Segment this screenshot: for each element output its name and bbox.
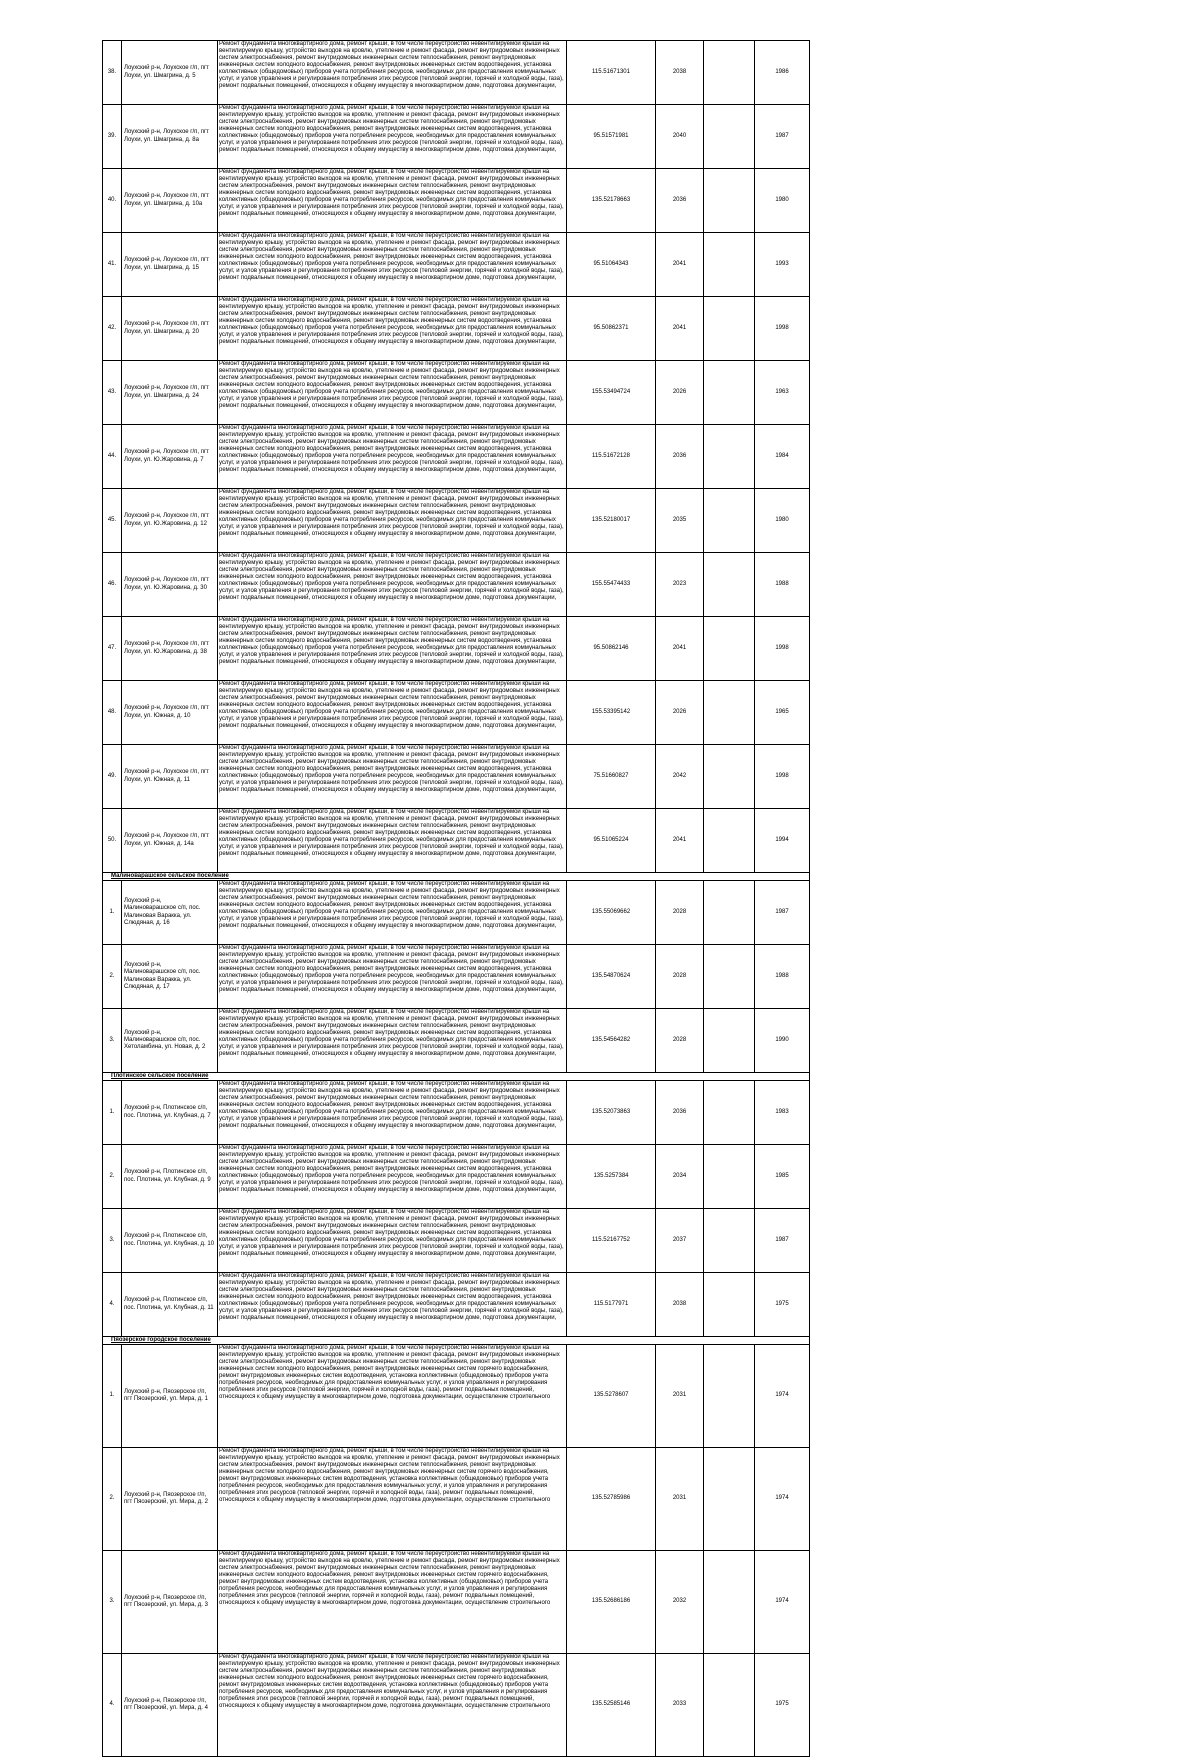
table-row bbox=[103, 1209, 810, 1273]
table-row bbox=[103, 1345, 810, 1448]
row-number-cell: 40. bbox=[103, 169, 122, 233]
works-description-cell: Ремонт фундамента многоквартирного дома, ремонт крыши, в том числе переустройство невентилируемой крыши на вентилируемую крышу, устройство выходов на кровлю, утепление и ремонт фасада, ремонт внутридомовых инженерных систем электроснабжения, ремонт внутридомовых инженерных систем теплоснабжения, ремонт внутридомовых инженерных систем холодного водоснабжения, ремонт внутридомовых инженерных систем водоотведения, установка коллективных (общедомовых) приборов учета потребления ресурсов, необходимых для предоставления коммунальных услуг, и узлов управления и регулирования потребления этих ресурсов (тепловой энергии, горячей и холодной воды, газа), ремонт подвальных помещений, относящихся к общему имуществу в многоквартирном доме, подготовка документации, bbox=[218, 41, 567, 105]
row-number-cell: 3. bbox=[103, 1009, 122, 1073]
cost-cell: 135.55069662 bbox=[567, 881, 656, 945]
build-year-cell: 1974 bbox=[755, 1345, 810, 1448]
table-row bbox=[103, 361, 810, 425]
row-number-cell: 1. bbox=[103, 1345, 122, 1448]
build-year-cell: 1994 bbox=[755, 809, 810, 873]
planned-year-cell: 2038 bbox=[656, 41, 704, 105]
planned-year-cell: 2038 bbox=[656, 1273, 704, 1337]
table-row bbox=[103, 425, 810, 489]
build-year-cell: 1998 bbox=[755, 617, 810, 681]
row-number-cell: 42. bbox=[103, 297, 122, 361]
empty-cell bbox=[704, 945, 755, 1009]
works-description-cell: Ремонт фундамента многоквартирного дома, ремонт крыши, в том числе переустройство невентилируемой крыши на вентилируемую крышу, устройство выходов на кровлю, утепление и ремонт фасада, ремонт внутридомовых инженерных систем электроснабжения, ремонт внутридомовых инженерных систем теплоснабжения, ремонт внутридомовых инженерных систем холодного водоснабжения, ремонт внутридомовых инженерных систем водоотведения, установка коллективных (общедомовых) приборов учета потребления ресурсов, необходимых для предоставления коммунальных услуг, и узлов управления и регулирования потребления этих ресурсов (тепловой энергии, горячей и холодной воды, газа), ремонт подвальных помещений, относящихся к общему имуществу в многоквартирном доме, подготовка документации, bbox=[218, 881, 567, 945]
build-year-cell: 1987 bbox=[755, 105, 810, 169]
planned-year-cell: 2041 bbox=[656, 617, 704, 681]
build-year-cell: 1975 bbox=[755, 1273, 810, 1337]
table-row bbox=[103, 1551, 810, 1654]
cost-cell: 135.52686186 bbox=[567, 1551, 656, 1654]
section-title: Малиноварашское сельское поселение bbox=[103, 873, 810, 881]
table-row bbox=[103, 1009, 810, 1073]
build-year-cell: 1975 bbox=[755, 1654, 810, 1757]
empty-cell bbox=[704, 1081, 755, 1145]
build-year-cell: 1980 bbox=[755, 489, 810, 553]
build-year-cell: 1980 bbox=[755, 169, 810, 233]
works-description-cell: Ремонт фундамента многоквартирного дома, ремонт крыши, в том числе переустройство невентилируемой крыши на вентилируемую крышу, устройство выходов на кровлю, утепление и ремонт фасада, ремонт внутридомовых инженерных систем электроснабжения, ремонт внутридомовых инженерных систем теплоснабжения, ремонт внутридомовых инженерных систем холодного водоснабжения, ремонт внутридомовых инженерных систем водоотведения, установка коллективных (общедомовых) приборов учета потребления ресурсов, необходимых для предоставления коммунальных услуг, и узлов управления и регулирования потребления этих ресурсов (тепловой энергии, горячей и холодной воды, газа), ремонт подвальных помещений, относящихся к общему имуществу в многоквартирном доме, подготовка документации, bbox=[218, 681, 567, 745]
table-row bbox=[103, 169, 810, 233]
section-header-row bbox=[103, 1073, 810, 1081]
planned-year-cell: 2023 bbox=[656, 553, 704, 617]
row-number-cell: 3. bbox=[103, 1551, 122, 1654]
works-description-cell: Ремонт фундамента многоквартирного дома, ремонт крыши, в том числе переустройство невентилируемой крыши на вентилируемую крышу, устройство выходов на кровлю, утепление и ремонт фасада, ремонт внутридомовых инженерных систем электроснабжения, ремонт внутридомовых инженерных систем теплоснабжения, ремонт внутридомовых инженерных систем холодного водоснабжения, ремонт внутридомовых инженерных систем водоотведения, установка коллективных (общедомовых) приборов учета потребления ресурсов, необходимых для предоставления коммунальных услуг, и узлов управления и регулирования потребления этих ресурсов (тепловой энергии, горячей и холодной воды, газа), ремонт подвальных помещений, относящихся к общему имуществу в многоквартирном доме, подготовка документации, bbox=[218, 745, 567, 809]
address-cell: Лоухский р-н, Лоухское г/п, пгт Лоухи, ул. Ю.Жаровина, д. 38 bbox=[122, 617, 218, 681]
cost-cell: 95.51064343 bbox=[567, 233, 656, 297]
row-number-cell: 44. bbox=[103, 425, 122, 489]
table-row bbox=[103, 489, 810, 553]
address-cell: Лоухский р-н, Лоухское г/п, пгт Лоухи, ул. Шмагрина, д. 24 bbox=[122, 361, 218, 425]
address-cell: Лоухский р-н, Лоухское г/п, пгт Лоухи, ул. Ю.Жаровина, д. 30 bbox=[122, 553, 218, 617]
address-cell: Лоухский р-н, Лоухское г/п, пгт Лоухи, ул. Шмагрина, д. 15 bbox=[122, 233, 218, 297]
cost-cell: 95.51571981 bbox=[567, 105, 656, 169]
row-number-cell: 47. bbox=[103, 617, 122, 681]
empty-cell bbox=[704, 881, 755, 945]
table-body bbox=[103, 41, 810, 1757]
build-year-cell: 1988 bbox=[755, 945, 810, 1009]
row-number-cell: 45. bbox=[103, 489, 122, 553]
planned-year-cell: 2028 bbox=[656, 945, 704, 1009]
works-description-cell: Ремонт фундамента многоквартирного дома, ремонт крыши, в том числе переустройство невентилируемой крыши на вентилируемую крышу, устройство выходов на кровлю, утепление и ремонт фасада, ремонт внутридомовых инженерных систем электроснабжения, ремонт внутридомовых инженерных систем теплоснабжения, ремонт внутридомовых инженерных систем холодного водоснабжения, ремонт внутридомовых инженерных систем водоотведения, установка коллективных (общедомовых) приборов учета потребления ресурсов, необходимых для предоставления коммунальных услуг, и узлов управления и регулирования потребления этих ресурсов (тепловой энергии, горячей и холодной воды, газа), ремонт подвальных помещений, относящихся к общему имуществу в многоквартирном доме, подготовка документации, bbox=[218, 425, 567, 489]
build-year-cell: 1985 bbox=[755, 1145, 810, 1209]
cost-cell: 75.51660827 bbox=[567, 745, 656, 809]
empty-cell bbox=[704, 425, 755, 489]
works-description-cell: Ремонт фундамента многоквартирного дома, ремонт крыши, в том числе переустройство невентилируемой крыши на вентилируемую крышу, устройство выходов на кровлю, утепление и ремонт фасада, ремонт внутридомовых инженерных систем электроснабжения, ремонт внутридомовых инженерных систем теплоснабжения, ремонт внутридомовых инженерных систем холодного водоснабжения, ремонт внутридомовых инженерных систем водоотведения, установка коллективных (общедомовых) приборов учета потребления ресурсов, необходимых для предоставления коммунальных услуг, и узлов управления и регулирования потребления этих ресурсов (тепловой энергии, горячей и холодной воды, газа), ремонт подвальных помещений, относящихся к общему имуществу в многоквартирном доме, подготовка документации, bbox=[218, 1009, 567, 1073]
address-cell: Лоухский р-н, Малиноварашское с/п, пос. Хетоламбина, ул. Новая, д. 2 bbox=[122, 1009, 218, 1073]
empty-cell bbox=[704, 809, 755, 873]
works-description-cell: Ремонт фундамента многоквартирного дома, ремонт крыши, в том числе переустройство невентилируемой крыши на вентилируемую крышу, устройство выходов на кровлю, утепление и ремонт фасада, ремонт внутридомовых инженерных систем электроснабжения, ремонт внутридомовых инженерных систем теплоснабжения, ремонт внутридомовых инженерных систем холодного водоснабжения, ремонт внутридомовых инженерных систем водоотведения, установка коллективных (общедомовых) приборов учета потребления ресурсов, необходимых для предоставления коммунальных услуг, и узлов управления и регулирования потребления этих ресурсов (тепловой энергии, горячей и холодной воды, газа), ремонт подвальных помещений, относящихся к общему имуществу в многоквартирном доме, подготовка документации, bbox=[218, 361, 567, 425]
row-number-cell: 41. bbox=[103, 233, 122, 297]
cost-cell: 95.50862371 bbox=[567, 297, 656, 361]
planned-year-cell: 2026 bbox=[656, 361, 704, 425]
empty-cell bbox=[704, 1009, 755, 1073]
planned-year-cell: 2028 bbox=[656, 881, 704, 945]
table-row bbox=[103, 41, 810, 105]
row-number-cell: 46. bbox=[103, 553, 122, 617]
cost-cell: 115.52167752 bbox=[567, 1209, 656, 1273]
section-title: Плотинское сельское поселение bbox=[103, 1073, 810, 1081]
cost-cell: 135.52785986 bbox=[567, 1448, 656, 1551]
row-number-cell: 3. bbox=[103, 1209, 122, 1273]
build-year-cell: 1986 bbox=[755, 41, 810, 105]
planned-year-cell: 2040 bbox=[656, 105, 704, 169]
empty-cell bbox=[704, 1345, 755, 1448]
planned-year-cell: 2032 bbox=[656, 1551, 704, 1654]
works-description-cell: Ремонт фундамента многоквартирного дома, ремонт крыши, в том числе переустройство невентилируемой крыши на вентилируемую крышу, устройство выходов на кровлю, утепление и ремонт фасада, ремонт внутридомовых инженерных систем электроснабжения, ремонт внутридомовых инженерных систем теплоснабжения, ремонт внутридомовых инженерных систем холодного водоснабжения, ремонт внутридомовых инженерных систем водоотведения, установка коллективных (общедомовых) приборов учета потребления ресурсов, необходимых для предоставления коммунальных услуг, и узлов управления и регулирования потребления этих ресурсов (тепловой энергии, горячей и холодной воды, газа), ремонт подвальных помещений, относящихся к общему имуществу в многоквартирном доме, подготовка документации, bbox=[218, 1273, 567, 1337]
works-description-cell: Ремонт фундамента многоквартирного дома, ремонт крыши, в том числе переустройство невентилируемой крыши на вентилируемую крышу, устройство выходов на кровлю, утепление и ремонт фасада, ремонт внутридомовых инженерных систем электроснабжения, ремонт внутридомовых инженерных систем теплоснабжения, ремонт внутридомовых инженерных систем холодного водоснабжения, ремонт внутридомовых инженерных систем водоотведения, установка коллективных (общедомовых) приборов учета потребления ресурсов, необходимых для предоставления коммунальных услуг, и узлов управления и регулирования потребления этих ресурсов (тепловой энергии, горячей и холодной воды, газа), ремонт подвальных помещений, относящихся к общему имуществу в многоквартирном доме, подготовка документации, bbox=[218, 553, 567, 617]
row-number-cell: 39. bbox=[103, 105, 122, 169]
works-description-cell: Ремонт фундамента многоквартирного дома, ремонт крыши, в том числе переустройство невентилируемой крыши на вентилируемую крышу, устройство выходов на кровлю, утепление и ремонт фасада, ремонт внутридомовых инженерных систем электроснабжения, ремонт внутридомовых инженерных систем теплоснабжения, ремонт внутридомовых инженерных систем холодного водоснабжения, ремонт внутридомовых инженерных систем горячего водоснабжения, ремонт внутридомовых инженерных систем водоотведения, установка коллективных (общедомовых) приборов учета потребления ресурсов, необходимых для предоставления коммунальных услуг, и узлов управления и регулирования потребления этих ресурсов (тепловой энергии, горячей и холодной воды, газа), ремонт подвальных помещений, относящихся к общему имуществу в многоквартирном доме, подготовка документации, осуществление строительного bbox=[218, 1345, 567, 1448]
empty-cell bbox=[704, 553, 755, 617]
row-number-cell: 4. bbox=[103, 1654, 122, 1757]
empty-cell bbox=[704, 617, 755, 681]
works-description-cell: Ремонт фундамента многоквартирного дома, ремонт крыши, в том числе переустройство невентилируемой крыши на вентилируемую крышу, устройство выходов на кровлю, утепление и ремонт фасада, ремонт внутридомовых инженерных систем электроснабжения, ремонт внутридомовых инженерных систем теплоснабжения, ремонт внутридомовых инженерных систем холодного водоснабжения, ремонт внутридомовых инженерных систем водоотведения, установка коллективных (общедомовых) приборов учета потребления ресурсов, необходимых для предоставления коммунальных услуг, и узлов управления и регулирования потребления этих ресурсов (тепловой энергии, горячей и холодной воды, газа), ремонт подвальных помещений, относящихся к общему имуществу в многоквартирном доме, подготовка документации, bbox=[218, 169, 567, 233]
address-cell: Лоухский р-н, Пяозерское г/п, пгт Пяозерский, ул. Мира, д. 2 bbox=[122, 1448, 218, 1551]
planned-year-cell: 2033 bbox=[656, 1654, 704, 1757]
empty-cell bbox=[704, 745, 755, 809]
planned-year-cell: 2035 bbox=[656, 489, 704, 553]
cost-cell: 115.5177971 bbox=[567, 1273, 656, 1337]
empty-cell bbox=[704, 169, 755, 233]
address-cell: Лоухский р-н, Малиноварашское с/п, пос. Малиновая Варакка, ул. Слюдяная, д. 17 bbox=[122, 945, 218, 1009]
address-cell: Лоухский р-н, Лоухское г/п, пгт Лоухи, ул. Ю.Жаровина, д. 7 bbox=[122, 425, 218, 489]
cost-cell: 135.52585146 bbox=[567, 1654, 656, 1757]
address-cell: Лоухский р-н, Лоухское г/п, пгт Лоухи, ул. Южная, д. 14а bbox=[122, 809, 218, 873]
empty-cell bbox=[704, 681, 755, 745]
row-number-cell: 50. bbox=[103, 809, 122, 873]
empty-cell bbox=[704, 297, 755, 361]
row-number-cell: 2. bbox=[103, 1145, 122, 1209]
build-year-cell: 1998 bbox=[755, 745, 810, 809]
works-description-cell: Ремонт фундамента многоквартирного дома, ремонт крыши, в том числе переустройство невентилируемой крыши на вентилируемую крышу, устройство выходов на кровлю, утепление и ремонт фасада, ремонт внутридомовых инженерных систем электроснабжения, ремонт внутридомовых инженерных систем теплоснабжения, ремонт внутридомовых инженерных систем холодного водоснабжения, ремонт внутридомовых инженерных систем водоотведения, установка коллективных (общедомовых) приборов учета потребления ресурсов, необходимых для предоставления коммунальных услуг, и узлов управления и регулирования потребления этих ресурсов (тепловой энергии, горячей и холодной воды, газа), ремонт подвальных помещений, относящихся к общему имуществу в многоквартирном доме, подготовка документации, bbox=[218, 105, 567, 169]
cost-cell: 135.5257384 bbox=[567, 1145, 656, 1209]
cost-cell: 115.51671301 bbox=[567, 41, 656, 105]
table-row bbox=[103, 945, 810, 1009]
build-year-cell: 1998 bbox=[755, 297, 810, 361]
row-number-cell: 48. bbox=[103, 681, 122, 745]
works-description-cell: Ремонт фундамента многоквартирного дома, ремонт крыши, в том числе переустройство невентилируемой крыши на вентилируемую крышу, устройство выходов на кровлю, утепление и ремонт фасада, ремонт внутридомовых инженерных систем электроснабжения, ремонт внутридомовых инженерных систем теплоснабжения, ремонт внутридомовых инженерных систем холодного водоснабжения, ремонт внутридомовых инженерных систем водоотведения, установка коллективных (общедомовых) приборов учета потребления ресурсов, необходимых для предоставления коммунальных услуг, и узлов управления и регулирования потребления этих ресурсов (тепловой энергии, горячей и холодной воды, газа), ремонт подвальных помещений, относящихся к общему имуществу в многоквартирном доме, подготовка документации, bbox=[218, 1145, 567, 1209]
empty-cell bbox=[704, 361, 755, 425]
works-description-cell: Ремонт фундамента многоквартирного дома, ремонт крыши, в том числе переустройство невентилируемой крыши на вентилируемую крышу, устройство выходов на кровлю, утепление и ремонт фасада, ремонт внутридомовых инженерных систем электроснабжения, ремонт внутридомовых инженерных систем теплоснабжения, ремонт внутридомовых инженерных систем холодного водоснабжения, ремонт внутридомовых инженерных систем водоотведения, установка коллективных (общедомовых) приборов учета потребления ресурсов, необходимых для предоставления коммунальных услуг, и узлов управления и регулирования потребления этих ресурсов (тепловой энергии, горячей и холодной воды, газа), ремонт подвальных помещений, относящихся к общему имуществу в многоквартирном доме, подготовка документации, bbox=[218, 233, 567, 297]
address-cell: Лоухский р-н, Лоухское г/п, пгт Лоухи, ул. Шмагрина, д. 20 bbox=[122, 297, 218, 361]
cost-cell: 135.52180017 bbox=[567, 489, 656, 553]
planned-year-cell: 2034 bbox=[656, 1145, 704, 1209]
planned-year-cell: 2031 bbox=[656, 1345, 704, 1448]
row-number-cell: 2. bbox=[103, 1448, 122, 1551]
table-row bbox=[103, 617, 810, 681]
works-description-cell: Ремонт фундамента многоквартирного дома, ремонт крыши, в том числе переустройство невентилируемой крыши на вентилируемую крышу, устройство выходов на кровлю, утепление и ремонт фасада, ремонт внутридомовых инженерных систем электроснабжения, ремонт внутридомовых инженерных систем теплоснабжения, ремонт внутридомовых инженерных систем холодного водоснабжения, ремонт внутридомовых инженерных систем водоотведения, установка коллективных (общедомовых) приборов учета потребления ресурсов, необходимых для предоставления коммунальных услуг, и узлов управления и регулирования потребления этих ресурсов (тепловой энергии, горячей и холодной воды, газа), ремонт подвальных помещений, относящихся к общему имуществу в многоквартирном доме, подготовка документации, bbox=[218, 617, 567, 681]
empty-cell bbox=[704, 41, 755, 105]
address-cell: Лоухский р-н, Лоухское г/п, пгт Лоухи, ул. Шмагрина, д. 5 bbox=[122, 41, 218, 105]
address-cell: Лоухский р-н, Пяозерское г/п, пгт Пяозерский, ул. Мира, д. 4 bbox=[122, 1654, 218, 1757]
build-year-cell: 1987 bbox=[755, 881, 810, 945]
cost-cell: 135.52073863 bbox=[567, 1081, 656, 1145]
cost-cell: 155.53395142 bbox=[567, 681, 656, 745]
table-row bbox=[103, 745, 810, 809]
planned-year-cell: 2041 bbox=[656, 297, 704, 361]
cost-cell: 115.51672128 bbox=[567, 425, 656, 489]
empty-cell bbox=[704, 233, 755, 297]
row-number-cell: 1. bbox=[103, 1081, 122, 1145]
address-cell: Лоухский р-н, Лоухское г/п, пгт Лоухи, ул. Ю.Жаровина, д. 12 bbox=[122, 489, 218, 553]
works-description-cell: Ремонт фундамента многоквартирного дома, ремонт крыши, в том числе переустройство невентилируемой крыши на вентилируемую крышу, устройство выходов на кровлю, утепление и ремонт фасада, ремонт внутридомовых инженерных систем электроснабжения, ремонт внутридомовых инженерных систем теплоснабжения, ремонт внутридомовых инженерных систем холодного водоснабжения, ремонт внутридомовых инженерных систем водоотведения, установка коллективных (общедомовых) приборов учета потребления ресурсов, необходимых для предоставления коммунальных услуг, и узлов управления и регулирования потребления этих ресурсов (тепловой энергии, горячей и холодной воды, газа), ремонт подвальных помещений, относящихся к общему имуществу в многоквартирном доме, подготовка документации, bbox=[218, 945, 567, 1009]
address-cell: Лоухский р-н, Пяозерское г/п, пгт Пяозерский, ул. Мира, д. 3 bbox=[122, 1551, 218, 1654]
table-row bbox=[103, 1145, 810, 1209]
empty-cell bbox=[704, 1654, 755, 1757]
address-cell: Лоухский р-н, Плотинское с/п, пос. Плотина, ул. Клубная, д. 10 bbox=[122, 1209, 218, 1273]
table-row bbox=[103, 1273, 810, 1337]
address-cell: Лоухский р-н, Лоухское г/п, пгт Лоухи, ул. Шмагрина, д. 10а bbox=[122, 169, 218, 233]
empty-cell bbox=[704, 105, 755, 169]
cost-cell: 135.54870624 bbox=[567, 945, 656, 1009]
row-number-cell: 4. bbox=[103, 1273, 122, 1337]
works-description-cell: Ремонт фундамента многоквартирного дома, ремонт крыши, в том числе переустройство невентилируемой крыши на вентилируемую крышу, устройство выходов на кровлю, утепление и ремонт фасада, ремонт внутридомовых инженерных систем электроснабжения, ремонт внутридомовых инженерных систем теплоснабжения, ремонт внутридомовых инженерных систем холодного водоснабжения, ремонт внутридомовых инженерных систем горячего водоснабжения, ремонт внутридомовых инженерных систем водоотведения, установка коллективных (общедомовых) приборов учета потребления ресурсов, необходимых для предоставления коммунальных услуг, и узлов управления и регулирования потребления этих ресурсов (тепловой энергии, горячей и холодной воды, газа), ремонт подвальных помещений, относящихся к общему имуществу в многоквартирном доме, подготовка документации, осуществление строительного bbox=[218, 1654, 567, 1757]
build-year-cell: 1988 bbox=[755, 553, 810, 617]
document-page bbox=[102, 40, 809, 1757]
address-cell: Лоухский р-н, Лоухское г/п, пгт Лоухи, ул. Шмагрина, д. 8а bbox=[122, 105, 218, 169]
cost-cell: 155.55474433 bbox=[567, 553, 656, 617]
address-cell: Лоухский р-н, Малиноварашское с/п, пос. Малиновая Варакка, ул. Слюдяная, д. 16 bbox=[122, 881, 218, 945]
cost-cell: 135.5278607 bbox=[567, 1345, 656, 1448]
planned-year-cell: 2036 bbox=[656, 1081, 704, 1145]
planned-year-cell: 2026 bbox=[656, 681, 704, 745]
address-cell: Лоухский р-н, Лоухское г/п, пгт Лоухи, ул. Южная, д. 10 bbox=[122, 681, 218, 745]
empty-cell bbox=[704, 1209, 755, 1273]
works-description-cell: Ремонт фундамента многоквартирного дома, ремонт крыши, в том числе переустройство невентилируемой крыши на вентилируемую крышу, устройство выходов на кровлю, утепление и ремонт фасада, ремонт внутридомовых инженерных систем электроснабжения, ремонт внутридомовых инженерных систем теплоснабжения, ремонт внутридомовых инженерных систем холодного водоснабжения, ремонт внутридомовых инженерных систем водоотведения, установка коллективных (общедомовых) приборов учета потребления ресурсов, необходимых для предоставления коммунальных услуг, и узлов управления и регулирования потребления этих ресурсов (тепловой энергии, горячей и холодной воды, газа), ремонт подвальных помещений, относящихся к общему имуществу в многоквартирном доме, подготовка документации, bbox=[218, 297, 567, 361]
section-header-row bbox=[103, 1337, 810, 1345]
table-row bbox=[103, 553, 810, 617]
cost-cell: 135.52178663 bbox=[567, 169, 656, 233]
planned-year-cell: 2028 bbox=[656, 1009, 704, 1073]
row-number-cell: 38. bbox=[103, 41, 122, 105]
row-number-cell: 43. bbox=[103, 361, 122, 425]
works-description-cell: Ремонт фундамента многоквартирного дома, ремонт крыши, в том числе переустройство невентилируемой крыши на вентилируемую крышу, устройство выходов на кровлю, утепление и ремонт фасада, ремонт внутридомовых инженерных систем электроснабжения, ремонт внутридомовых инженерных систем теплоснабжения, ремонт внутридомовых инженерных систем холодного водоснабжения, ремонт внутридомовых инженерных систем горячего водоснабжения, ремонт внутридомовых инженерных систем водоотведения, установка коллективных (общедомовых) приборов учета потребления ресурсов, необходимых для предоставления коммунальных услуг, и узлов управления и регулирования потребления этих ресурсов (тепловой энергии, горячей и холодной воды, газа), ремонт подвальных помещений, относящихся к общему имуществу в многоквартирном доме, подготовка документации, осуществление строительного bbox=[218, 1551, 567, 1654]
table-row bbox=[103, 1654, 810, 1757]
cost-cell: 155.53494724 bbox=[567, 361, 656, 425]
row-number-cell: 1. bbox=[103, 881, 122, 945]
cost-cell: 135.54564282 bbox=[567, 1009, 656, 1073]
section-title: Пяозерское городское поселение bbox=[103, 1337, 810, 1345]
build-year-cell: 1963 bbox=[755, 361, 810, 425]
build-year-cell: 1990 bbox=[755, 1009, 810, 1073]
address-cell: Лоухский р-н, Пяозерское г/п, пгт Пяозерский, ул. Мира, д. 1 bbox=[122, 1345, 218, 1448]
table-row bbox=[103, 1081, 810, 1145]
cost-cell: 95.51065224 bbox=[567, 809, 656, 873]
build-year-cell: 1983 bbox=[755, 1081, 810, 1145]
address-cell: Лоухский р-н, Плотинское с/п, пос. Плотина, ул. Клубная, д. 11 bbox=[122, 1273, 218, 1337]
cost-cell: 95.50862146 bbox=[567, 617, 656, 681]
empty-cell bbox=[704, 1551, 755, 1654]
build-year-cell: 1974 bbox=[755, 1448, 810, 1551]
planned-year-cell: 2041 bbox=[656, 233, 704, 297]
works-description-cell: Ремонт фундамента многоквартирного дома, ремонт крыши, в том числе переустройство невентилируемой крыши на вентилируемую крышу, устройство выходов на кровлю, утепление и ремонт фасада, ремонт внутридомовых инженерных систем электроснабжения, ремонт внутридомовых инженерных систем теплоснабжения, ремонт внутридомовых инженерных систем холодного водоснабжения, ремонт внутридомовых инженерных систем водоотведения, установка коллективных (общедомовых) приборов учета потребления ресурсов, необходимых для предоставления коммунальных услуг, и узлов управления и регулирования потребления этих ресурсов (тепловой энергии, горячей и холодной воды, газа), ремонт подвальных помещений, относящихся к общему имуществу в многоквартирном доме, подготовка документации, bbox=[218, 809, 567, 873]
repair-program-table bbox=[102, 40, 810, 1757]
empty-cell bbox=[704, 1145, 755, 1209]
planned-year-cell: 2031 bbox=[656, 1448, 704, 1551]
address-cell: Лоухский р-н, Лоухское г/п, пгт Лоухи, ул. Южная, д. 11 bbox=[122, 745, 218, 809]
table-row bbox=[103, 297, 810, 361]
row-number-cell: 49. bbox=[103, 745, 122, 809]
build-year-cell: 1984 bbox=[755, 425, 810, 489]
section-header-row bbox=[103, 873, 810, 881]
build-year-cell: 1993 bbox=[755, 233, 810, 297]
planned-year-cell: 2036 bbox=[656, 169, 704, 233]
works-description-cell: Ремонт фундамента многоквартирного дома, ремонт крыши, в том числе переустройство невентилируемой крыши на вентилируемую крышу, устройство выходов на кровлю, утепление и ремонт фасада, ремонт внутридомовых инженерных систем электроснабжения, ремонт внутридомовых инженерных систем теплоснабжения, ремонт внутридомовых инженерных систем холодного водоснабжения, ремонт внутридомовых инженерных систем водоотведения, установка коллективных (общедомовых) приборов учета потребления ресурсов, необходимых для предоставления коммунальных услуг, и узлов управления и регулирования потребления этих ресурсов (тепловой энергии, горячей и холодной воды, газа), ремонт подвальных помещений, относящихся к общему имуществу в многоквартирном доме, подготовка документации, bbox=[218, 1081, 567, 1145]
empty-cell bbox=[704, 489, 755, 553]
planned-year-cell: 2036 bbox=[656, 425, 704, 489]
works-description-cell: Ремонт фундамента многоквартирного дома, ремонт крыши, в том числе переустройство невентилируемой крыши на вентилируемую крышу, устройство выходов на кровлю, утепление и ремонт фасада, ремонт внутридомовых инженерных систем электроснабжения, ремонт внутридомовых инженерных систем теплоснабжения, ремонт внутридомовых инженерных систем холодного водоснабжения, ремонт внутридомовых инженерных систем горячего водоснабжения, ремонт внутридомовых инженерных систем водоотведения, установка коллективных (общедомовых) приборов учета потребления ресурсов, необходимых для предоставления коммунальных услуг, и узлов управления и регулирования потребления этих ресурсов (тепловой энергии, горячей и холодной воды, газа), ремонт подвальных помещений, относящихся к общему имуществу в многоквартирном доме, подготовка документации, осуществление строительного bbox=[218, 1448, 567, 1551]
planned-year-cell: 2042 bbox=[656, 745, 704, 809]
works-description-cell: Ремонт фундамента многоквартирного дома, ремонт крыши, в том числе переустройство невентилируемой крыши на вентилируемую крышу, устройство выходов на кровлю, утепление и ремонт фасада, ремонт внутридомовых инженерных систем электроснабжения, ремонт внутридомовых инженерных систем теплоснабжения, ремонт внутридомовых инженерных систем холодного водоснабжения, ремонт внутридомовых инженерных систем водоотведения, установка коллективных (общедомовых) приборов учета потребления ресурсов, необходимых для предоставления коммунальных услуг, и узлов управления и регулирования потребления этих ресурсов (тепловой энергии, горячей и холодной воды, газа), ремонт подвальных помещений, относящихся к общему имуществу в многоквартирном доме, подготовка документации, bbox=[218, 1209, 567, 1273]
table-row bbox=[103, 809, 810, 873]
works-description-cell: Ремонт фундамента многоквартирного дома, ремонт крыши, в том числе переустройство невентилируемой крыши на вентилируемую крышу, устройство выходов на кровлю, утепление и ремонт фасада, ремонт внутридомовых инженерных систем электроснабжения, ремонт внутридомовых инженерных систем теплоснабжения, ремонт внутридомовых инженерных систем холодного водоснабжения, ремонт внутридомовых инженерных систем водоотведения, установка коллективных (общедомовых) приборов учета потребления ресурсов, необходимых для предоставления коммунальных услуг, и узлов управления и регулирования потребления этих ресурсов (тепловой энергии, горячей и холодной воды, газа), ремонт подвальных помещений, относящихся к общему имуществу в многоквартирном доме, подготовка документации, bbox=[218, 489, 567, 553]
build-year-cell: 1965 bbox=[755, 681, 810, 745]
address-cell: Лоухский р-н, Плотинское с/п, пос. Плотина, ул. Клубная, д. 7 bbox=[122, 1081, 218, 1145]
planned-year-cell: 2041 bbox=[656, 809, 704, 873]
table-row bbox=[103, 233, 810, 297]
planned-year-cell: 2037 bbox=[656, 1209, 704, 1273]
table-row bbox=[103, 881, 810, 945]
build-year-cell: 1974 bbox=[755, 1551, 810, 1654]
empty-cell bbox=[704, 1448, 755, 1551]
empty-cell bbox=[704, 1273, 755, 1337]
row-number-cell: 2. bbox=[103, 945, 122, 1009]
table-row bbox=[103, 1448, 810, 1551]
address-cell: Лоухский р-н, Плотинское с/п, пос. Плотина, ул. Клубная, д. 9 bbox=[122, 1145, 218, 1209]
table-row bbox=[103, 105, 810, 169]
build-year-cell: 1987 bbox=[755, 1209, 810, 1273]
table-row bbox=[103, 681, 810, 745]
